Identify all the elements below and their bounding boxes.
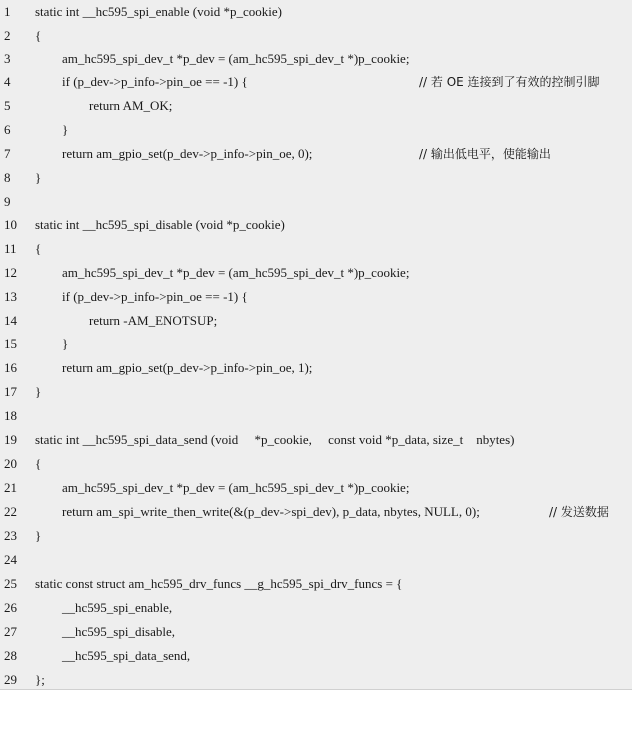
code-line-20 xyxy=(0,454,632,474)
code-text: __hc595_spi_data_send, xyxy=(62,648,191,663)
code-line-8 xyxy=(0,168,632,188)
line-number: 18 xyxy=(4,408,17,423)
line-number: 12 xyxy=(4,265,17,280)
code-text: return am_spi_write_then_write(&(p_dev->spi_dev), p_data, nbytes, NULL, 0); xyxy=(62,504,480,519)
code-comment: // 输出低电平，使能输出 xyxy=(419,147,551,161)
code-text: static int __hc595_spi_disable (void *p_cookie) xyxy=(35,217,285,232)
line-number: 1 xyxy=(4,4,11,19)
code-line-4 xyxy=(0,72,632,92)
code-line-7 xyxy=(0,144,632,164)
code-text: return am_gpio_set(p_dev->p_info->pin_oe, 1); xyxy=(62,360,313,375)
code-line-18 xyxy=(0,406,632,426)
code-text: am_hc595_spi_dev_t *p_dev = (am_hc595_spi_dev_t *)p_cookie; xyxy=(62,265,410,280)
code-line-2 xyxy=(0,26,632,46)
code-text: __hc595_spi_disable, xyxy=(62,624,176,639)
line-number: 3 xyxy=(4,51,11,66)
code-text: } xyxy=(62,122,69,137)
line-number: 4 xyxy=(4,74,11,89)
line-number: 22 xyxy=(4,504,17,519)
code-comment: // 若 OE 连接到了有效的控制引脚 xyxy=(419,75,600,89)
code-line-22 xyxy=(0,502,632,522)
line-number: 17 xyxy=(4,384,17,399)
code-text: return -AM_ENOTSUP; xyxy=(89,313,218,328)
line-number: 26 xyxy=(4,600,17,615)
code-comment: // 发送数据 xyxy=(549,505,609,519)
code-text: am_hc595_spi_dev_t *p_dev = (am_hc595_spi_dev_t *)p_cookie; xyxy=(62,51,410,66)
line-number: 19 xyxy=(4,432,17,447)
code-line-10 xyxy=(0,215,632,235)
line-number: 6 xyxy=(4,122,11,137)
code-text: { xyxy=(35,28,42,43)
code-line-25 xyxy=(0,574,632,594)
code-line-21 xyxy=(0,478,632,498)
line-number: 15 xyxy=(4,336,17,351)
code-line-26 xyxy=(0,598,632,618)
code-line-13 xyxy=(0,287,632,307)
line-number: 7 xyxy=(4,146,11,161)
line-number: 5 xyxy=(4,98,11,113)
line-number: 13 xyxy=(4,289,17,304)
line-number: 9 xyxy=(4,194,11,209)
code-line-5 xyxy=(0,96,632,116)
code-line-11 xyxy=(0,239,632,259)
line-number: 14 xyxy=(4,313,17,328)
line-number: 11 xyxy=(4,241,17,256)
line-number: 21 xyxy=(4,480,17,495)
line-number: 8 xyxy=(4,170,11,185)
code-text: static int __hc595_spi_enable (void *p_cookie) xyxy=(35,4,282,19)
code-line-12 xyxy=(0,263,632,283)
line-number: 16 xyxy=(4,360,17,375)
code-line-28 xyxy=(0,646,632,666)
line-number: 29 xyxy=(4,672,17,687)
code-text: if (p_dev->p_info->pin_oe == -1) { xyxy=(62,289,248,304)
code-line-1 xyxy=(0,2,632,22)
line-number: 2 xyxy=(4,28,11,43)
line-number: 27 xyxy=(4,624,17,639)
code-text: if (p_dev->p_info->pin_oe == -1) { xyxy=(62,74,248,89)
code-line-29 xyxy=(0,670,632,690)
code-text: static int __hc595_spi_data_send (void *p_cookie, const void *p_data, size_t nbytes) xyxy=(35,432,515,447)
code-line-16 xyxy=(0,358,632,378)
line-number: 25 xyxy=(4,576,17,591)
code-text: { xyxy=(35,241,42,256)
code-text: } xyxy=(62,336,69,351)
code-text: } xyxy=(35,170,42,185)
line-number: 20 xyxy=(4,456,17,471)
code-line-15 xyxy=(0,334,632,354)
code-text: { xyxy=(35,456,42,471)
code-line-23 xyxy=(0,526,632,546)
code-line-9 xyxy=(0,192,632,212)
code-text: }; xyxy=(35,672,45,687)
code-text: } xyxy=(35,384,42,399)
code-text: return am_gpio_set(p_dev->p_info->pin_oe, 0); xyxy=(62,146,313,161)
code-text: static const struct am_hc595_drv_funcs __g_hc595_spi_drv_funcs = { xyxy=(35,576,403,591)
code-text: am_hc595_spi_dev_t *p_dev = (am_hc595_spi_dev_t *)p_cookie; xyxy=(62,480,410,495)
line-number: 10 xyxy=(4,217,17,232)
code-line-24 xyxy=(0,550,632,570)
code-line-14 xyxy=(0,311,632,331)
code-text: __hc595_spi_enable, xyxy=(62,600,173,615)
code-line-17 xyxy=(0,382,632,402)
code-text: } xyxy=(35,528,42,543)
line-number: 24 xyxy=(4,552,17,567)
code-line-3 xyxy=(0,49,632,69)
line-number: 28 xyxy=(4,648,17,663)
code-text: return AM_OK; xyxy=(89,98,173,113)
code-line-27 xyxy=(0,622,632,642)
code-line-19 xyxy=(0,430,632,450)
code-line-6 xyxy=(0,120,632,140)
line-number: 23 xyxy=(4,528,17,543)
